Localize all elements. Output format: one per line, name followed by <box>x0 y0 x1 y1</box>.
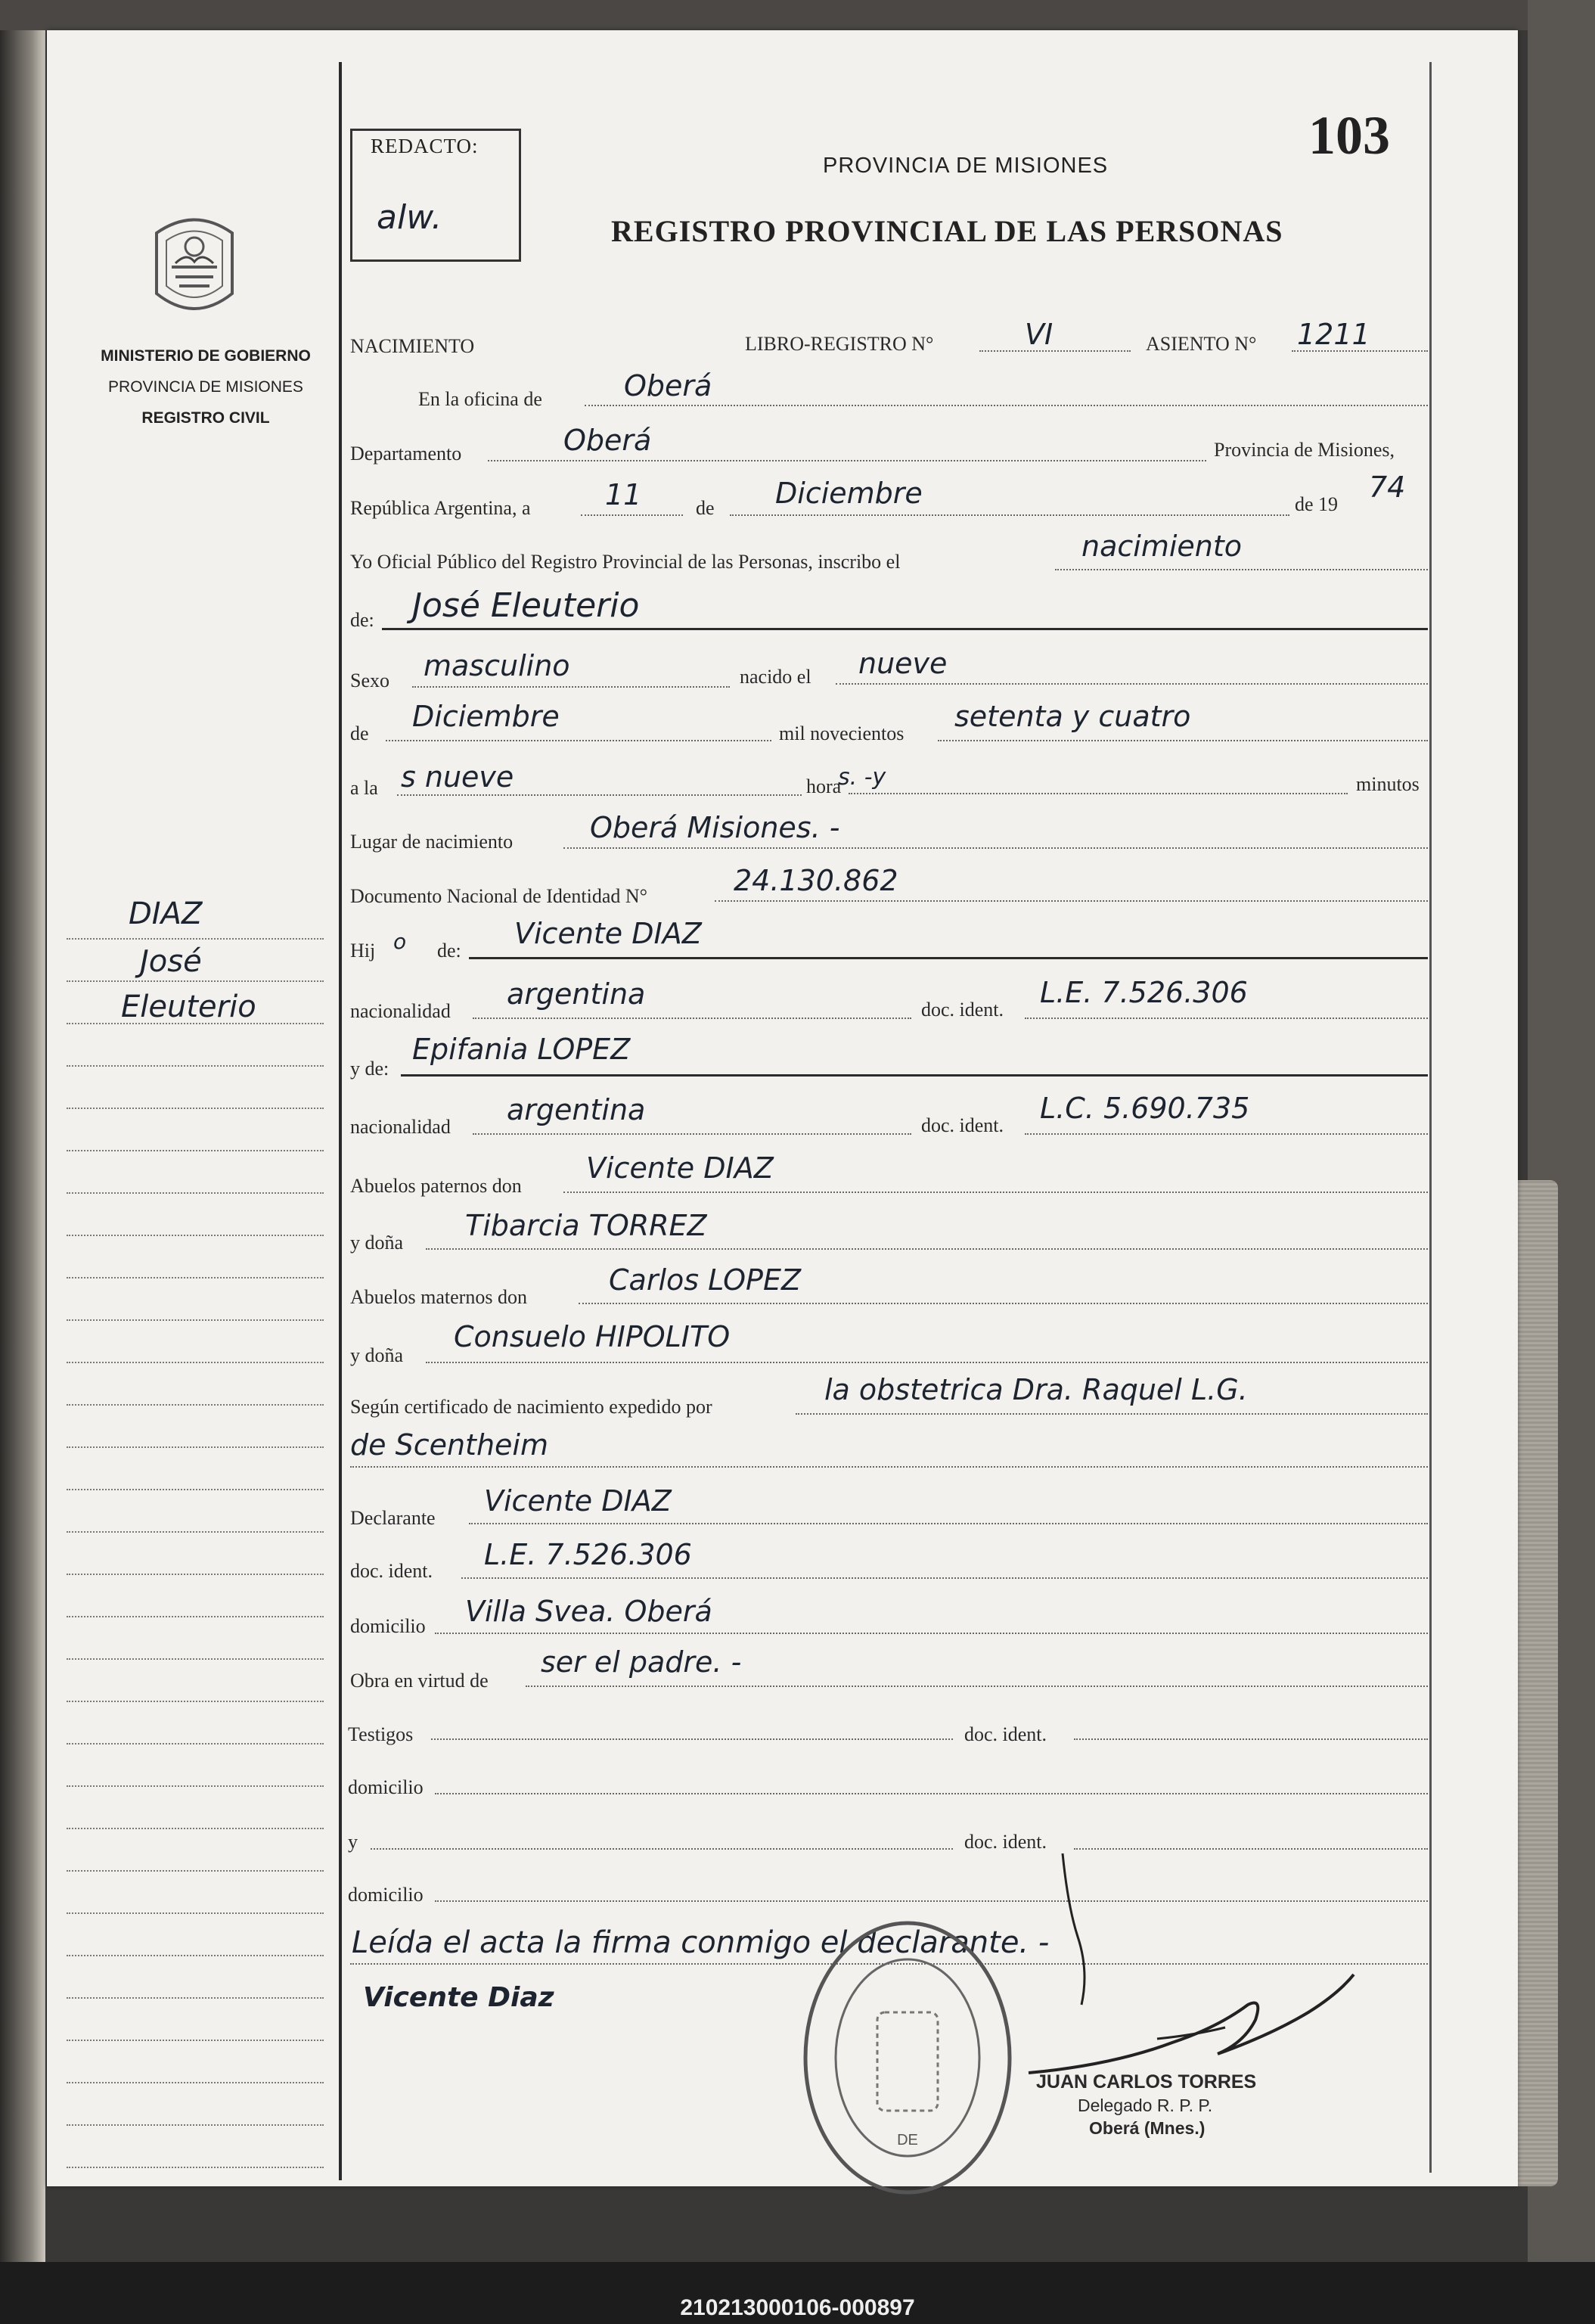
doc-ident-4-label: doc. ident. <box>964 1723 1047 1745</box>
margin-rule-line <box>67 980 324 982</box>
madre-line <box>401 1074 1428 1077</box>
margin-rule-line <box>67 1912 324 1914</box>
dni-line <box>715 900 1428 902</box>
mil-value: setenta y cuatro <box>954 700 1191 733</box>
margin-rule-line <box>67 1616 324 1617</box>
margin-rule-line <box>67 1192 324 1194</box>
doc-ident-1-line <box>1025 1018 1428 1019</box>
month-value: Diciembre <box>775 477 923 510</box>
margin-rule-line <box>67 1955 324 1956</box>
departamento-label: Departamento <box>350 443 462 464</box>
margin-rule-line <box>67 1319 324 1321</box>
domicilio-2-line <box>435 1793 1428 1794</box>
hijo-suffix: o <box>393 929 407 954</box>
nacionalidad-1-line <box>473 1018 911 1019</box>
margin-rule-line <box>67 1362 324 1363</box>
certificado-line-2 <box>350 1466 1428 1468</box>
month2-de-label: de <box>350 722 369 744</box>
padre-line <box>469 957 1428 959</box>
lugar-value: Oberá Misiones. - <box>590 811 840 844</box>
month2-value: Diciembre <box>412 700 560 733</box>
nacionalidad-2-line <box>473 1133 911 1135</box>
certificado-value-2: de Scentheim <box>350 1428 548 1462</box>
margin-rule-line <box>67 1743 324 1745</box>
doc-ident-2-label: doc. ident. <box>921 1114 1004 1136</box>
margin-rule-line <box>67 1701 324 1702</box>
margin-rule-line <box>67 1574 324 1575</box>
margin-note-surname: DIAZ <box>129 896 203 931</box>
mil-label: mil novecientos <box>779 722 905 744</box>
republica-label: República Argentina, a <box>350 497 531 519</box>
redacto-label: REDACTO: <box>371 135 479 157</box>
doc-ident-1-value: L.E. 7.526.306 <box>1040 976 1248 1009</box>
minutos-label: minutos <box>1356 773 1420 795</box>
province-coat-of-arms-icon <box>145 210 244 324</box>
official-signature <box>1021 1846 1399 2096</box>
margin-rule-line <box>67 1277 324 1279</box>
margin-rule-line <box>67 2167 324 2168</box>
margin-rule-line <box>67 1150 324 1151</box>
ala-label: a la <box>350 777 378 799</box>
abuelos-paternos-label: Abuelos paternos don <box>350 1175 522 1197</box>
ala-line <box>397 794 802 796</box>
abuela-materna-label: y doña <box>350 1344 404 1366</box>
official-title: Delegado R. P. P. <box>1078 2096 1213 2115</box>
doc-ident-3-line <box>461 1577 1428 1579</box>
departamento-value: Oberá <box>563 424 652 457</box>
domicilio-2-label: domicilio <box>348 1776 424 1798</box>
ala-value: s nueve <box>401 760 514 794</box>
dni-value: 24.130.862 <box>734 864 898 897</box>
oficina-line <box>585 405 1428 406</box>
stamp-ring-text-holder <box>805 1922 1010 2194</box>
doc-ident-3-value: L.E. 7.526.306 <box>484 1538 692 1571</box>
margin-rule-line <box>67 2082 324 2083</box>
margin-rule-line <box>67 2124 324 2126</box>
declarante-value: Vicente DIAZ <box>484 1484 672 1518</box>
padre-value: Vicente DIAZ <box>514 917 702 950</box>
name-line <box>382 628 1428 630</box>
y-label: y <box>348 1831 358 1853</box>
abuelos-maternos-label: Abuelos maternos don <box>350 1286 527 1308</box>
obra-line <box>526 1686 1428 1687</box>
ministry-line-1: MINISTERIO DE GOBIERNO <box>101 347 311 365</box>
dni-label: Documento Nacional de Identidad N° <box>350 885 648 907</box>
hora-value: s. -y <box>838 764 886 791</box>
margin-rule-line <box>67 1489 324 1490</box>
abuelos-paternos-line <box>563 1192 1428 1193</box>
margin-rule-line <box>67 1108 324 1109</box>
provincia-label: Provincia de Misiones, <box>1214 439 1395 461</box>
libro-label: LIBRO-REGISTRO N° <box>745 333 934 355</box>
oficial-value: nacimiento <box>1081 530 1243 563</box>
margin-note-first-name: José <box>140 944 202 979</box>
certificado-line <box>796 1413 1428 1415</box>
certificado-value-1: la obstetrica Dra. Raquel L.G. <box>824 1373 1248 1406</box>
margin-rule-line <box>67 1828 324 1829</box>
oficina-value: Oberá <box>624 369 712 402</box>
margin-rule-line <box>67 1870 324 1872</box>
ministry-block <box>62 340 349 433</box>
hijo-label: Hij <box>350 940 376 962</box>
obra-value: ser el padre. - <box>541 1645 742 1679</box>
book-spine <box>0 30 45 2262</box>
certificado-label: Según certificado de nacimiento expedido por <box>350 1396 712 1418</box>
sexo-label: Sexo <box>350 670 389 691</box>
obra-label: Obra en virtud de <box>350 1670 489 1692</box>
hora-line <box>849 793 1348 794</box>
abuela-paterna-value: Tibarcia TORREZ <box>465 1209 707 1242</box>
testigos-line <box>431 1738 953 1740</box>
background-top <box>0 0 1595 30</box>
margin-rule-line <box>67 1235 324 1236</box>
sexo-line <box>412 686 730 688</box>
margin-rule-line <box>67 1446 324 1448</box>
child-name-value: José Eleuterio <box>412 586 640 625</box>
day-value: 11 <box>605 478 642 511</box>
doc-ident-5-label: doc. ident. <box>964 1831 1047 1853</box>
libro-value: VI <box>1025 318 1054 351</box>
record-type-label: NACIMIENTO <box>350 335 475 357</box>
lugar-line <box>563 847 1428 849</box>
declarant-signature: Vicente Diaz <box>363 1982 554 2013</box>
declarante-line <box>469 1523 1428 1524</box>
official-place: Oberá (Mnes.) <box>1089 2118 1206 2138</box>
margin-rule-line <box>67 1785 324 1787</box>
doc-ident-3-label: doc. ident. <box>350 1560 433 1582</box>
sexo-value: masculino <box>424 649 570 682</box>
abuelos-maternos-value: Carlos LOPEZ <box>609 1263 801 1297</box>
ministry-line-2: PROVINCIA DE MISIONES <box>108 378 303 396</box>
oficial-line <box>1055 569 1428 570</box>
declarante-label: Declarante <box>350 1507 436 1529</box>
madre-de-label: y de: <box>350 1058 389 1080</box>
domicilio-line <box>435 1633 1428 1634</box>
hijo-de-label: de: <box>437 940 461 962</box>
year-prefix-label: de 19 <box>1295 493 1339 515</box>
nacido-value: nueve <box>858 647 948 680</box>
lugar-label: Lugar de nacimiento <box>350 831 514 853</box>
nacionalidad-2-label: nacionalidad <box>350 1116 451 1138</box>
abuela-materna-line <box>426 1362 1428 1363</box>
right-page-edge <box>1429 62 1432 2173</box>
nacido-line <box>836 683 1428 685</box>
registry-title: REGISTRO PROVINCIAL DE LAS PERSONAS <box>611 214 1283 248</box>
abuela-paterna-label: y doña <box>350 1232 404 1254</box>
oficina-label: En la oficina de <box>418 388 542 410</box>
y-line <box>371 1848 953 1850</box>
abuela-materna-value: Consuelo HIPOLITO <box>454 1320 731 1353</box>
domicilio-label: domicilio <box>350 1615 426 1637</box>
stamp-ring-text <box>821 2171 1010 2194</box>
testigos-label: Testigos <box>348 1723 414 1745</box>
madre-value: Epifania LOPEZ <box>412 1033 631 1066</box>
doc-ident-2-line <box>1025 1133 1428 1135</box>
margin-rule-line <box>67 938 324 940</box>
ministry-line-3: REGISTRO CIVIL <box>141 409 270 427</box>
image-id-label: 210213000106-000897 <box>680 2295 915 2320</box>
abuelos-paternos-value: Vicente DIAZ <box>586 1151 774 1185</box>
nacionalidad-2-value: argentina <box>507 1093 646 1126</box>
domicilio-3-label: domicilio <box>348 1884 424 1906</box>
margin-rule-line <box>67 2040 324 2041</box>
month-line <box>730 514 1289 516</box>
doc-ident-2-value: L.C. 5.690.735 <box>1040 1092 1250 1125</box>
abuela-paterna-line <box>426 1248 1428 1250</box>
month2-line <box>386 740 771 741</box>
closing-statement: Leída el acta la firma conmigo el declarante. - <box>352 1925 1050 1960</box>
margin-rule-line <box>67 1997 324 1999</box>
abuelos-maternos-line <box>579 1303 1428 1304</box>
domicilio-value: Villa Svea. Oberá <box>465 1595 712 1628</box>
nacionalidad-1-label: nacionalidad <box>350 1000 451 1022</box>
doc-ident-1-label: doc. ident. <box>921 999 1004 1021</box>
nacionalidad-1-value: argentina <box>507 977 646 1011</box>
name-de-label: de: <box>350 609 374 631</box>
asiento-label: ASIENTO N° <box>1146 333 1257 355</box>
hora-label: hora <box>806 775 842 797</box>
asiento-value: 1211 <box>1297 318 1370 351</box>
departamento-line <box>488 460 1206 461</box>
margin-rule-line <box>67 1531 324 1533</box>
de-label: de <box>696 497 715 519</box>
mil-line <box>938 740 1428 741</box>
libro-line <box>979 350 1131 352</box>
province-title: PROVINCIA DE MISIONES <box>823 154 1109 178</box>
redacto-value: alw. <box>377 198 442 237</box>
doc-ident-4-line <box>1074 1738 1428 1740</box>
official-name: JUAN CARLOS TORRES <box>1036 2071 1257 2093</box>
page-number: 103 <box>1308 105 1390 166</box>
nacido-label: nacido el <box>740 666 811 688</box>
year-value: 74 <box>1369 471 1406 504</box>
margin-rule-line <box>67 1658 324 1660</box>
stamp-center-text: DE <box>897 2132 918 2148</box>
margin-rule-line <box>67 1065 324 1067</box>
margin-rule-line <box>67 1404 324 1406</box>
margin-note-second-name: Eleuterio <box>121 990 256 1024</box>
day-line <box>581 514 683 516</box>
oficial-label: Yo Oficial Público del Registro Provincial de las Personas, inscribo el <box>350 551 901 573</box>
